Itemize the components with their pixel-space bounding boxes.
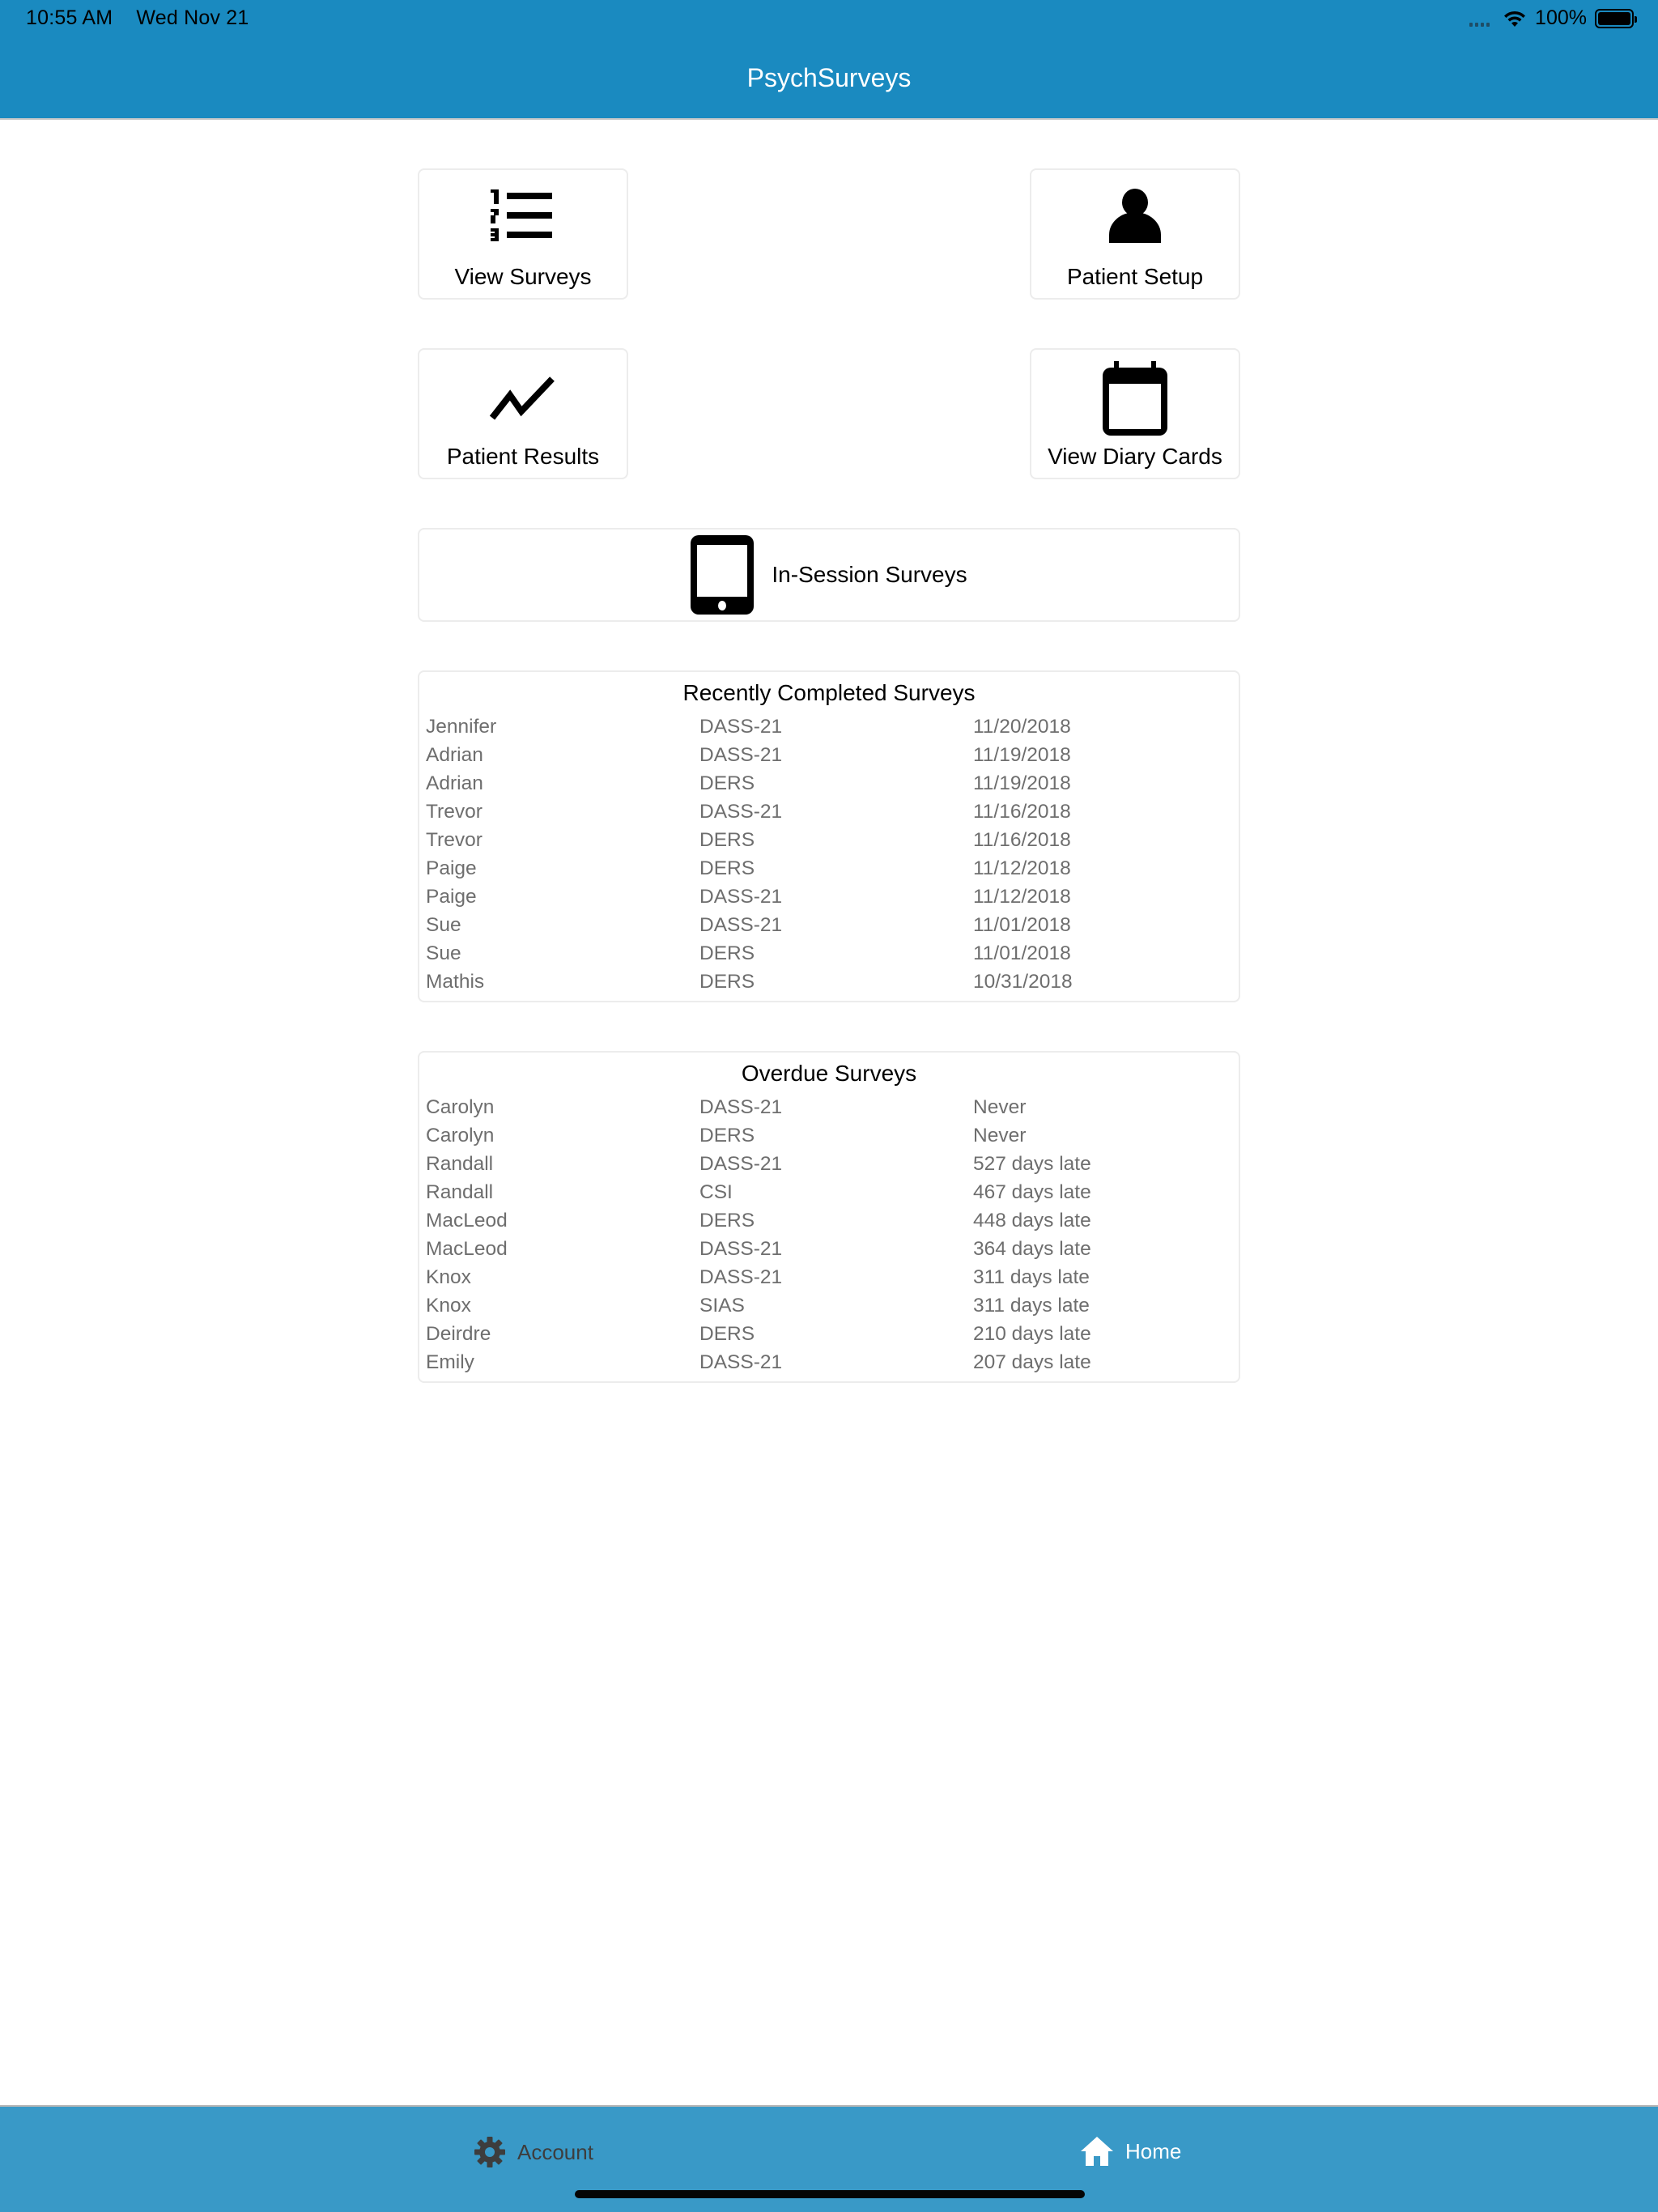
patient-name: Adrian bbox=[426, 743, 483, 766]
table-row[interactable] bbox=[426, 1093, 1232, 1121]
completed-date: 11/16/2018 bbox=[973, 800, 1071, 823]
home-icon bbox=[1080, 2136, 1114, 2167]
completed-date: 11/12/2018 bbox=[973, 857, 1071, 879]
table-row[interactable] bbox=[426, 798, 1232, 826]
tab-home[interactable] bbox=[1080, 2136, 1181, 2167]
completed-date: 10/31/2018 bbox=[973, 970, 1073, 993]
patient-name: MacLeod bbox=[426, 1237, 508, 1260]
patient-name: Knox bbox=[426, 1266, 471, 1288]
table-row[interactable] bbox=[426, 883, 1232, 911]
table-row[interactable] bbox=[426, 1263, 1232, 1291]
patient-name: Randall bbox=[426, 1152, 494, 1175]
survey-name: DERS bbox=[699, 1124, 755, 1146]
completed-date: 11/01/2018 bbox=[973, 913, 1071, 936]
patient-name: Trevor bbox=[426, 800, 483, 823]
numbered-list-icon bbox=[491, 188, 555, 243]
survey-name: DASS-21 bbox=[699, 1266, 783, 1288]
overdue-status: 527 days late bbox=[973, 1152, 1091, 1175]
survey-name: DERS bbox=[699, 772, 755, 794]
patient-name: Sue bbox=[426, 913, 461, 936]
tablet-icon bbox=[691, 535, 754, 615]
overdue-status: 210 days late bbox=[973, 1322, 1091, 1345]
overdue-status: 207 days late bbox=[973, 1351, 1091, 1373]
completed-date: 11/19/2018 bbox=[973, 743, 1071, 766]
overdue-status: 364 days late bbox=[973, 1237, 1091, 1260]
recently-completed-title: Recently Completed Surveys bbox=[682, 680, 976, 705]
patient-setup-button[interactable] bbox=[1030, 168, 1240, 300]
status-bar-left bbox=[26, 6, 267, 30]
patient-name: Jennifer bbox=[426, 715, 497, 738]
table-row[interactable] bbox=[426, 713, 1232, 741]
table-row[interactable] bbox=[426, 1178, 1232, 1206]
tab-home-label: Home bbox=[1125, 2138, 1182, 2163]
navigation-bar bbox=[0, 0, 1658, 120]
status-date: Wed Nov 21 bbox=[136, 6, 249, 29]
patient-results-label: Patient Results bbox=[446, 444, 600, 469]
overdue-status: Never bbox=[973, 1124, 1027, 1146]
table-row[interactable] bbox=[426, 1206, 1232, 1235]
patient-name: Carolyn bbox=[426, 1124, 495, 1146]
survey-name: DERS bbox=[699, 857, 755, 879]
app-title: PsychSurveys bbox=[746, 63, 912, 92]
patient-name: Deirdre bbox=[426, 1322, 491, 1345]
overdue-status: 311 days late bbox=[973, 1266, 1090, 1288]
table-row[interactable] bbox=[426, 1121, 1232, 1150]
patient-setup-label: Patient Setup bbox=[1066, 264, 1204, 289]
table-row[interactable] bbox=[426, 826, 1232, 854]
patient-name: Carolyn bbox=[426, 1095, 495, 1118]
calendar-icon bbox=[1101, 361, 1169, 436]
overdue-surveys-panel bbox=[418, 1051, 1240, 1383]
view-diary-cards-label: View Diary Cards bbox=[1048, 444, 1222, 469]
recently-completed-panel bbox=[418, 670, 1240, 1002]
survey-name: DASS-21 bbox=[699, 1152, 783, 1175]
table-row[interactable] bbox=[426, 939, 1232, 968]
completed-date: 11/16/2018 bbox=[973, 828, 1071, 851]
completed-date: 11/01/2018 bbox=[973, 942, 1071, 964]
battery-icon bbox=[1595, 9, 1634, 28]
gear-icon bbox=[474, 2136, 506, 2168]
survey-name: DERS bbox=[699, 970, 755, 993]
survey-name: DASS-21 bbox=[699, 913, 783, 936]
survey-name: DASS-21 bbox=[699, 1351, 783, 1373]
patient-name: MacLeod bbox=[426, 1209, 508, 1231]
view-surveys-label: View Surveys bbox=[454, 264, 592, 289]
table-row[interactable] bbox=[426, 769, 1232, 798]
patient-name: Paige bbox=[426, 857, 477, 879]
wifi-icon bbox=[1503, 9, 1527, 28]
patient-name: Emily bbox=[426, 1351, 474, 1373]
cellular-dots-icon bbox=[1469, 11, 1490, 27]
survey-name: SIAS bbox=[699, 1294, 745, 1317]
table-row[interactable] bbox=[426, 1235, 1232, 1263]
overdue-surveys-title: Overdue Surveys bbox=[741, 1061, 917, 1086]
tab-account-label: Account bbox=[517, 2139, 593, 2164]
patient-name: Mathis bbox=[426, 970, 485, 993]
recently-completed-list bbox=[419, 713, 1239, 996]
in-session-surveys-label: In-Session Surveys bbox=[772, 562, 967, 587]
table-row[interactable] bbox=[426, 741, 1232, 769]
completed-date: 11/20/2018 bbox=[973, 715, 1071, 738]
status-bar-right bbox=[1469, 6, 1634, 30]
overdue-status: Never bbox=[973, 1095, 1027, 1118]
table-row[interactable] bbox=[426, 1320, 1232, 1348]
completed-date: 11/19/2018 bbox=[973, 772, 1071, 794]
table-row[interactable] bbox=[426, 854, 1232, 883]
patient-name: Adrian bbox=[426, 772, 483, 794]
table-row[interactable] bbox=[426, 968, 1232, 996]
view-diary-cards-button[interactable] bbox=[1030, 348, 1240, 479]
survey-name: DERS bbox=[699, 1209, 755, 1231]
completed-date: 11/12/2018 bbox=[973, 885, 1071, 908]
survey-name: DERS bbox=[699, 828, 755, 851]
table-row[interactable] bbox=[426, 911, 1232, 939]
tab-account[interactable] bbox=[474, 2136, 593, 2168]
patient-name: Trevor bbox=[426, 828, 483, 851]
person-icon bbox=[1107, 188, 1163, 243]
status-time: 10:55 AM bbox=[26, 6, 113, 29]
overdue-surveys-list bbox=[419, 1093, 1239, 1376]
survey-name: DASS-21 bbox=[699, 1095, 783, 1118]
table-row[interactable] bbox=[426, 1291, 1232, 1320]
survey-name: DASS-21 bbox=[699, 885, 783, 908]
survey-name: DASS-21 bbox=[699, 800, 783, 823]
view-surveys-button[interactable] bbox=[418, 168, 628, 300]
patient-results-button[interactable] bbox=[418, 348, 628, 479]
survey-name: CSI bbox=[699, 1180, 733, 1203]
survey-name: DASS-21 bbox=[699, 715, 783, 738]
overdue-status: 448 days late bbox=[973, 1209, 1091, 1231]
table-row[interactable] bbox=[426, 1150, 1232, 1178]
overdue-status: 311 days late bbox=[973, 1294, 1090, 1317]
survey-name: DERS bbox=[699, 942, 755, 964]
patient-name: Sue bbox=[426, 942, 461, 964]
survey-name: DASS-21 bbox=[699, 743, 783, 766]
patient-name: Randall bbox=[426, 1180, 494, 1203]
in-session-surveys-button[interactable] bbox=[418, 528, 1240, 622]
battery-percent: 100% bbox=[1535, 6, 1587, 29]
patient-name: Knox bbox=[426, 1294, 471, 1317]
overdue-status: 467 days late bbox=[973, 1180, 1091, 1203]
survey-name: DERS bbox=[699, 1322, 755, 1345]
home-indicator[interactable] bbox=[575, 2190, 1085, 2198]
table-row[interactable] bbox=[426, 1348, 1232, 1376]
patient-name: Paige bbox=[426, 885, 477, 908]
survey-name: DASS-21 bbox=[699, 1237, 783, 1260]
trend-line-icon bbox=[489, 374, 557, 423]
